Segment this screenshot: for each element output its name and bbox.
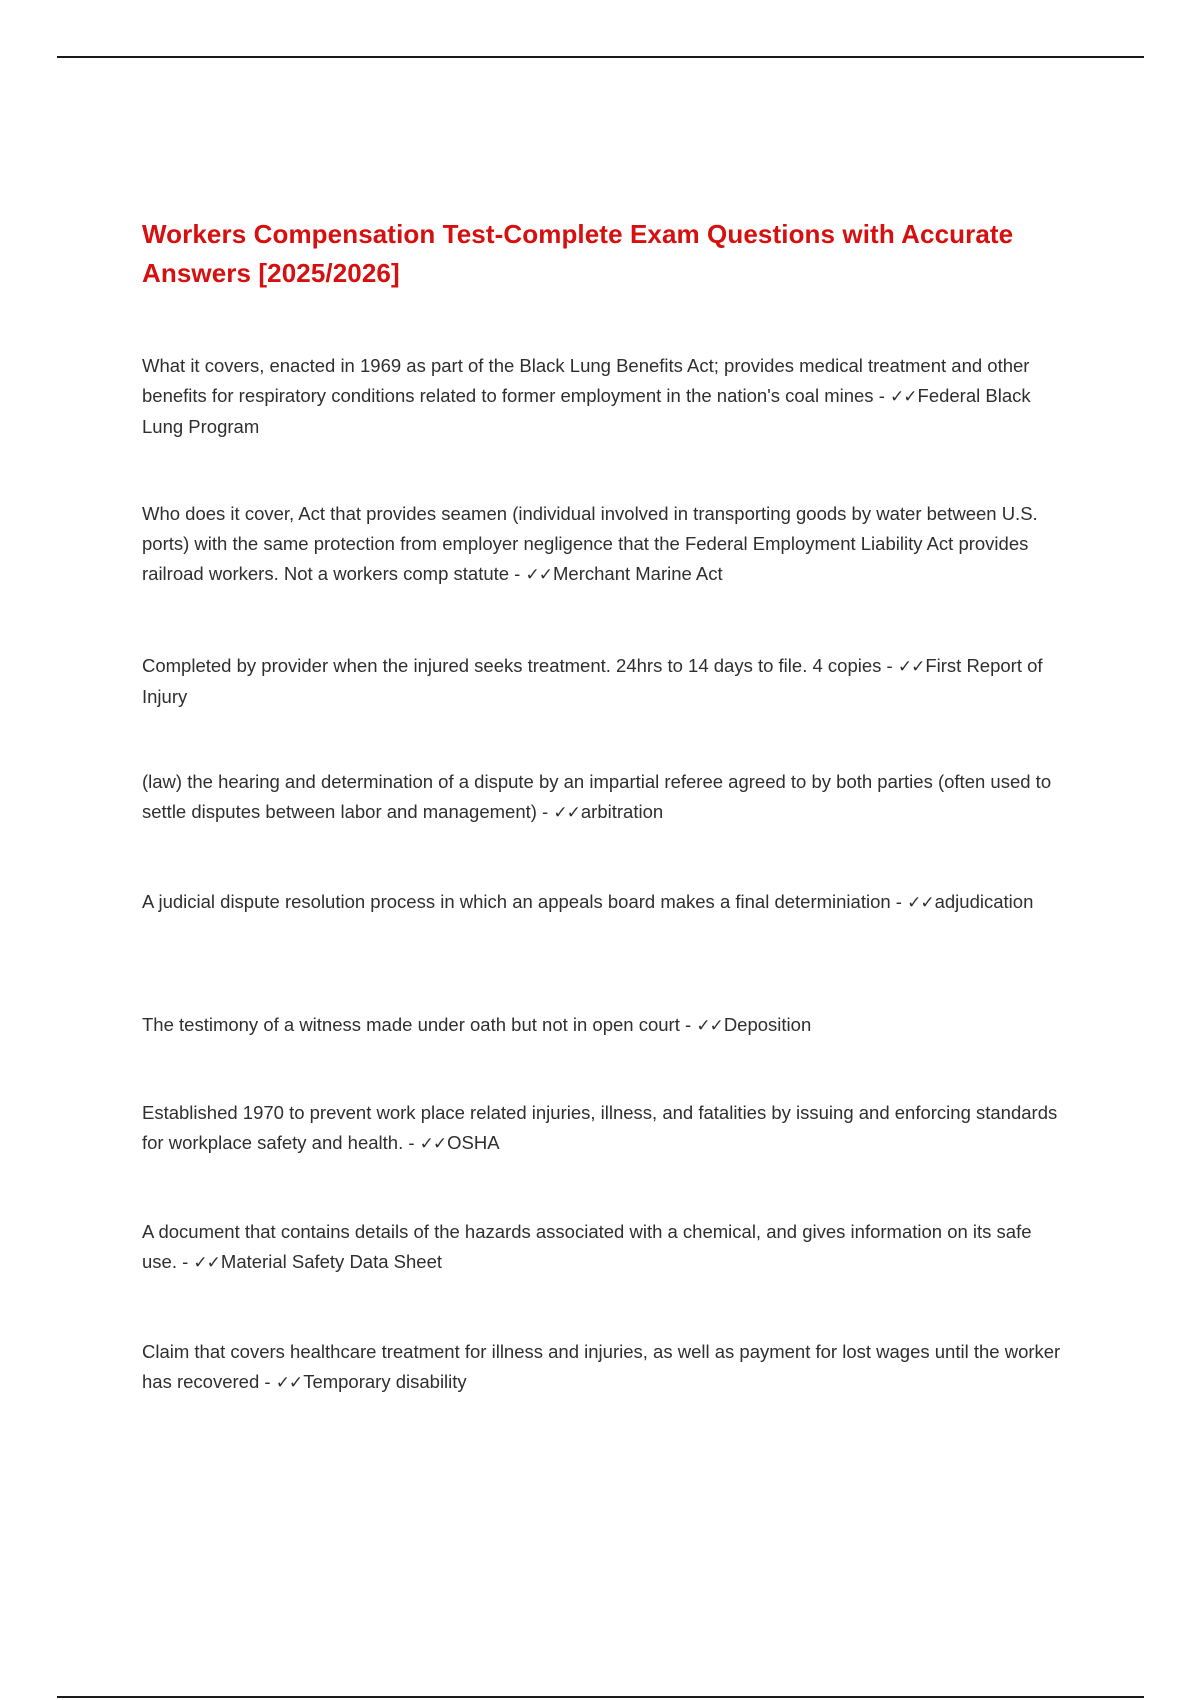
- bottom-rule: [57, 1696, 1144, 1698]
- question-text: A judicial dispute resolution process in which an appeals board makes a final determiniation: [142, 891, 891, 912]
- question-text: Completed by provider when the injured seeks treatment. 24hrs to 14 days to file. 4 copies: [142, 655, 882, 676]
- answer-text: adjudication: [934, 891, 1034, 912]
- separator: -: [536, 801, 554, 822]
- check-marks-icon: ✓✓: [890, 387, 917, 407]
- qa-item: [142, 499, 1067, 590]
- answer-text: Federal Black Lung Program: [142, 385, 1031, 437]
- check-marks-icon: ✓✓: [907, 893, 934, 913]
- check-marks-icon: ✓✓: [419, 1134, 447, 1154]
- qa-item: [142, 887, 1067, 918]
- answer-text: First Report of Injury: [142, 655, 1043, 707]
- question-text: What it covers, enacted in 1969 as part of the Black Lung Benefits Act; provides medical treatment and other benefits for respiratory conditions related to former employment in the nation's coal mines: [142, 355, 1030, 406]
- question-text: (law) the hearing and determination of a dispute by an impartial referee agreed to by both parties (often used to settle disputes between labor and management): [142, 771, 1052, 822]
- separator: -: [259, 1371, 276, 1392]
- separator: -: [873, 385, 891, 406]
- check-marks-icon: ✓✓: [525, 565, 552, 585]
- separator: -: [509, 563, 526, 584]
- check-marks-icon: ✓✓: [897, 657, 925, 677]
- answer-text: arbitration: [580, 801, 664, 822]
- question-text: A document that contains details of the hazards associated with a chemical, and gives information on its safe use.: [142, 1221, 1032, 1272]
- qa-item: [142, 1337, 1067, 1398]
- qa-item: [142, 1098, 1067, 1159]
- check-marks-icon: ✓✓: [193, 1253, 220, 1273]
- qa-item: [142, 651, 1067, 712]
- separator: -: [890, 891, 908, 912]
- qa-item: [142, 351, 1067, 442]
- question-text: Who does it cover, Act that provides seamen (individual involved in transporting goods by water between U.S. ports) with the same protection from employer negligence that the Federal Employment Liability Act provides railroad workers. Not a workers comp statute: [142, 503, 1038, 584]
- qa-item: [142, 767, 1067, 828]
- check-marks-icon: ✓✓: [553, 803, 580, 823]
- separator: -: [679, 1014, 697, 1035]
- answer-text: Deposition: [723, 1014, 812, 1035]
- answer-text: Temporary disability: [303, 1371, 467, 1392]
- answer-text: Material Safety Data Sheet: [220, 1251, 443, 1272]
- question-text: The testimony of a witness made under oath but not in open court: [142, 1014, 680, 1035]
- top-rule: [57, 56, 1144, 58]
- separator: -: [881, 655, 898, 676]
- separator: -: [176, 1251, 194, 1272]
- answer-text: OSHA: [447, 1132, 500, 1153]
- qa-item: [142, 1010, 1067, 1041]
- question-text: Claim that covers healthcare treatment for illness and injuries, as well as payment for lost wages until the worker has recovered: [142, 1341, 1061, 1392]
- separator: -: [403, 1132, 420, 1153]
- check-marks-icon: ✓✓: [275, 1373, 303, 1393]
- check-marks-icon: ✓✓: [696, 1016, 723, 1036]
- qa-item: [142, 1217, 1067, 1278]
- answer-text: Merchant Marine Act: [553, 563, 723, 584]
- page-title: Workers Compensation Test-Complete Exam Questions with Accurate Answers [2025/2026]: [142, 219, 1014, 288]
- question-text: Established 1970 to prevent work place related injuries, illness, and fatalities by issuing and enforcing standards for workplace safety and health.: [142, 1102, 1058, 1153]
